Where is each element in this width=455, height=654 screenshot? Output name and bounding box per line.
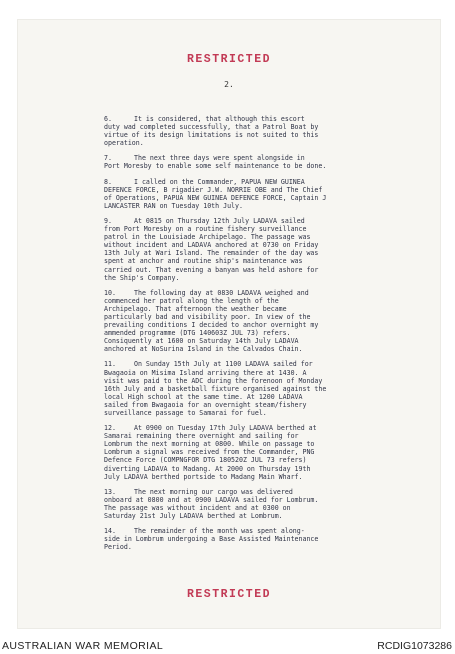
page-number: 2. [224, 80, 234, 89]
paragraph-number: 8. [104, 177, 112, 186]
paragraph-number: 14. [104, 527, 116, 536]
classification-stamp-top: RESTRICTED [186, 53, 271, 66]
body-text [104, 94, 404, 558]
paragraph-11 [104, 360, 404, 417]
paragraph-text: The next morning our cargo was delivered onboard at 0800 and at 0900 LADAVA sailed for Lombrum. The passage was without incident and at 0300 on Saturday 21st July LADAVA berthed at Lombrum. [104, 487, 319, 521]
paragraph-7 [104, 154, 404, 170]
paragraph-12 [104, 424, 404, 481]
paragraph-number: 9. [104, 216, 112, 225]
archive-footer [0, 638, 455, 654]
paragraph-10 [104, 289, 404, 354]
paragraph-6 [104, 115, 404, 147]
archive-reference: RCDIG1073286 [377, 640, 452, 652]
paragraph-text: At 0815 on Thursday 12th July LADAVA sailed from Port Moresby on a routine fishery surveillance patrol in the Louisiade Archipelago. The passage was without incident and LADAVA anchored at 0730 on Friday 13th July at Wari Island. The remainder of the day was spent at anchor and routine ship's maintenance was carried out. That evening a banyan was held ashore for the Ship's Company. [104, 216, 319, 282]
paragraph-9 [104, 217, 404, 282]
paragraph-text: I called on the Commander, PAPUA NEW GUINEA DEFENCE FORCE, B rigadier J.W. NORRIE OBE and The Chief of Operations, PAPUA NEW GUINEA DEFENCE FORCE, Captain J LANCASTER RAN on Tuesday 10th July. [104, 177, 327, 210]
classification-stamp-bottom: RESTRICTED [186, 588, 271, 601]
paragraph-8 [104, 178, 404, 210]
paragraph-text: It is considered, that although this escort duty wad completed successfully, that a Patrol Boat by virtue of its design limitations is not suited to this operation. [104, 115, 319, 148]
paragraph-number: 11. [104, 360, 116, 369]
paragraph-number: 6. [104, 115, 112, 123]
paragraph-number: 13. [104, 487, 116, 496]
archive-source: AUSTRALIAN WAR MEMORIAL [2, 640, 164, 652]
paragraph-14 [104, 527, 404, 551]
paragraph-text: The next three days were spent alongside in Port Moresby to enable some self maintenance to be done. [104, 154, 327, 171]
paragraph-13 [104, 488, 404, 520]
paragraph-text: On Sunday 15th July at 1100 LADAVA sailed for Bwagaoia on Misima Island arriving there at 1430. A visit was paid to the ADC during the forenoon of Monday 16th July and a basketball fixture organised against the local High school at the same time. At 1200 LADAVA sailed from Bwagaoia for an overnight steam/fishery surveillance passage to Samarai for fuel. [104, 360, 327, 417]
paragraph-text: At 0900 on Tuesday 17th July LADAVA berthed at Samarai remaining there overnight and sailing for Lombrum the next morning at 0800. While on passage to Lombrum a signal was received from the Commander, PNG Defence Force (COMPNGFOR DTG 180520Z JUL 73 refers) diverting LADAVA to Madang. At 2000 on Thursday 19th July LADAVA berthed portside to Madang Main Wharf. [104, 424, 317, 481]
paragraph-number: 7. [104, 154, 112, 163]
paragraph-number: 12. [104, 424, 116, 433]
document-page [18, 20, 440, 628]
paragraph-number: 10. [104, 288, 116, 297]
paragraph-text: The following day at 0830 LADAVA weighed and commenced her patrol along the length of the Archipelago. That afternoon the weather became particularly bad and visibility poor. In view of the prevailing conditions I decided to anchor overnight my ammended programme (DTG 140603Z JUL 73) refers. Consiquently at 1600 on Saturday 14th July LADAVA anchored at NoSurina Island in the Calvados Chain. [104, 288, 319, 354]
paragraph-text: The remainder of the month was spent along- side in Lombrum undergoing a Base Assisted Maintenance Period. [104, 527, 319, 552]
